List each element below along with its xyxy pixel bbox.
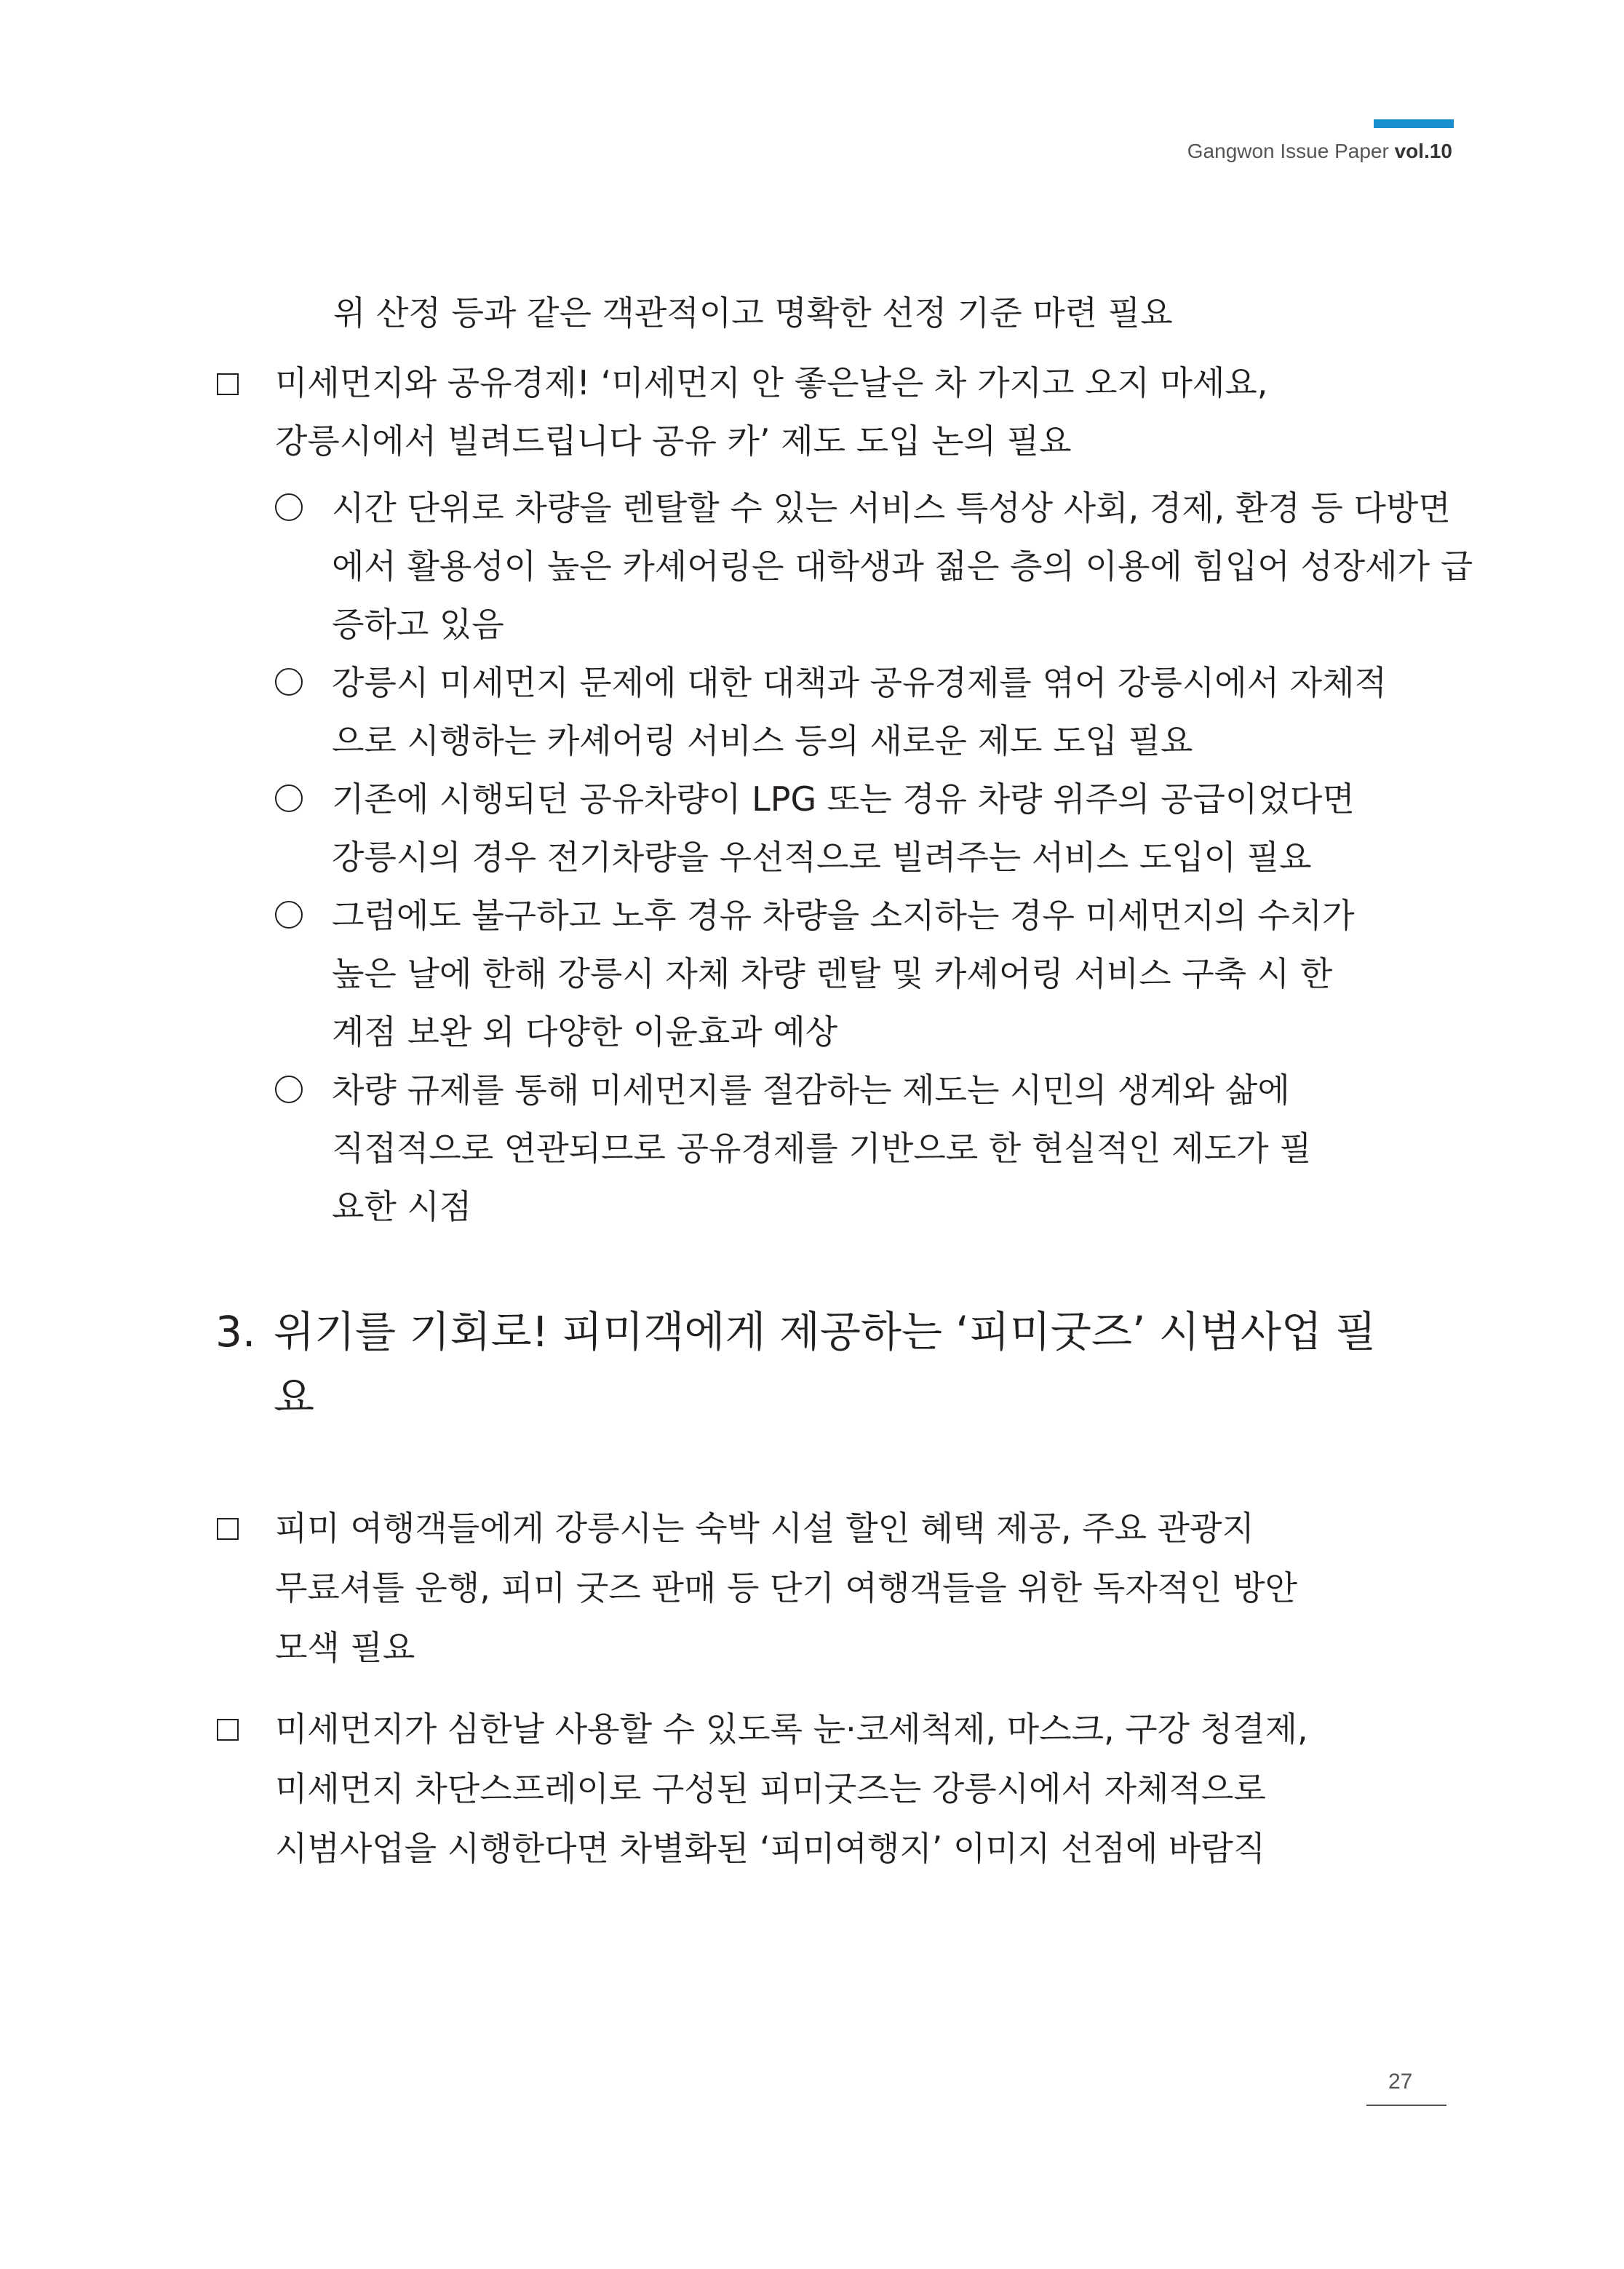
bullet-circle-icon (275, 901, 303, 929)
header-volume: vol.10 (1394, 140, 1452, 162)
section-number: 3. (215, 1307, 256, 1356)
header-series: Gangwon Issue Paper (1187, 140, 1389, 162)
bullet-circle-icon (275, 668, 303, 696)
checkbox-square-icon (217, 1518, 239, 1540)
intro-line: 위 산정 등과 같은 객관적이고 명확한 선정 기준 마련 필요 (333, 293, 1173, 333)
block2-item1-line-1: 피미 여행객들에게 강릉시는 숙박 시설 할인 혜택 제공, 주요 관광지 (275, 1509, 1254, 1548)
bullet-circle-icon (275, 1076, 303, 1103)
header-accent-bar (1374, 119, 1454, 128)
block1-line-2: 강릉시에서 빌려드립니다 공유 카’ 제도 도입 논의 필요 (275, 421, 1072, 461)
bullet1-line-1: 시간 단위로 차량을 렌탈할 수 있는 서비스 특성상 사회, 경제, 환경 등 다방면 (332, 488, 1451, 528)
section-title-line-1: 위기를 기회로! 피미객에게 제공하는 ‘피미굿즈’ 시범사업 필 (274, 1307, 1377, 1356)
bullet-circle-icon (275, 493, 303, 521)
block1-line-1: 미세먼지와 공유경제! ‘미세먼지 안 좋은날은 차 가지고 오지 마세요, (275, 363, 1268, 402)
bullet2-line-2: 으로 시행하는 카셰어링 서비스 등의 새로운 제도 도입 필요 (332, 721, 1193, 760)
bullet1-line-2: 에서 활용성이 높은 카셰어링은 대학생과 젊은 층의 이용에 힘입어 성장세가 급 (332, 547, 1473, 586)
bullet4-line-3: 계점 보완 외 다양한 이윤효과 예상 (332, 1012, 838, 1052)
block2-item1-line-3: 모색 필요 (275, 1628, 415, 1667)
block2-item2-line-1: 미세먼지가 심한날 사용할 수 있도록 눈·코세척제, 마스크, 구강 청결제, (275, 1709, 1308, 1749)
bullet2-line-1: 강릉시 미세먼지 문제에 대한 대책과 공유경제를 엮어 강릉시에서 자체적 (332, 663, 1388, 702)
bullet5-line-3: 요한 시점 (332, 1187, 472, 1226)
bullet4-line-1: 그럼에도 불구하고 노후 경유 차량을 소지하는 경우 미세먼지의 수치가 (332, 896, 1355, 935)
bullet3-line-1: 기존에 시행되던 공유차량이 LPG 또는 경유 차량 위주의 공급이었다면 (332, 779, 1355, 819)
section-title-line-2: 요 (274, 1372, 315, 1422)
block2-item2-line-2: 미세먼지 차단스프레이로 구성된 피미굿즈는 강릉시에서 자체적으로 (275, 1769, 1266, 1808)
bullet5-line-2: 직접적으로 연관되므로 공유경제를 기반으로 한 현실적인 제도가 필 (332, 1129, 1312, 1168)
running-header (1187, 140, 1452, 163)
footer-divider (1366, 2105, 1446, 2106)
bullet4-line-2: 높은 날에 한해 강릉시 자체 차량 렌탈 및 카셰어링 서비스 구축 시 한 (332, 954, 1333, 993)
checkbox-square-icon (217, 1719, 239, 1741)
bullet1-line-3: 증하고 있음 (332, 605, 504, 644)
block2-item2-line-3: 시범사업을 시행한다면 차별화된 ‘피미여행지’ 이미지 선점에 바람직 (275, 1829, 1266, 1868)
bullet-circle-icon (275, 784, 303, 812)
block2-item1-line-2: 무료셔틀 운행, 피미 굿즈 판매 등 단기 여행객들을 위한 독자적인 방안 (275, 1568, 1298, 1608)
bullet3-line-2: 강릉시의 경우 전기차량을 우선적으로 빌려주는 서비스 도입이 필요 (332, 838, 1312, 877)
checkbox-square-icon (217, 373, 239, 395)
bullet5-line-1: 차량 규제를 통해 미세먼지를 절감하는 제도는 시민의 생계와 삶에 (332, 1070, 1290, 1110)
page-number: 27 (1388, 2070, 1413, 2094)
